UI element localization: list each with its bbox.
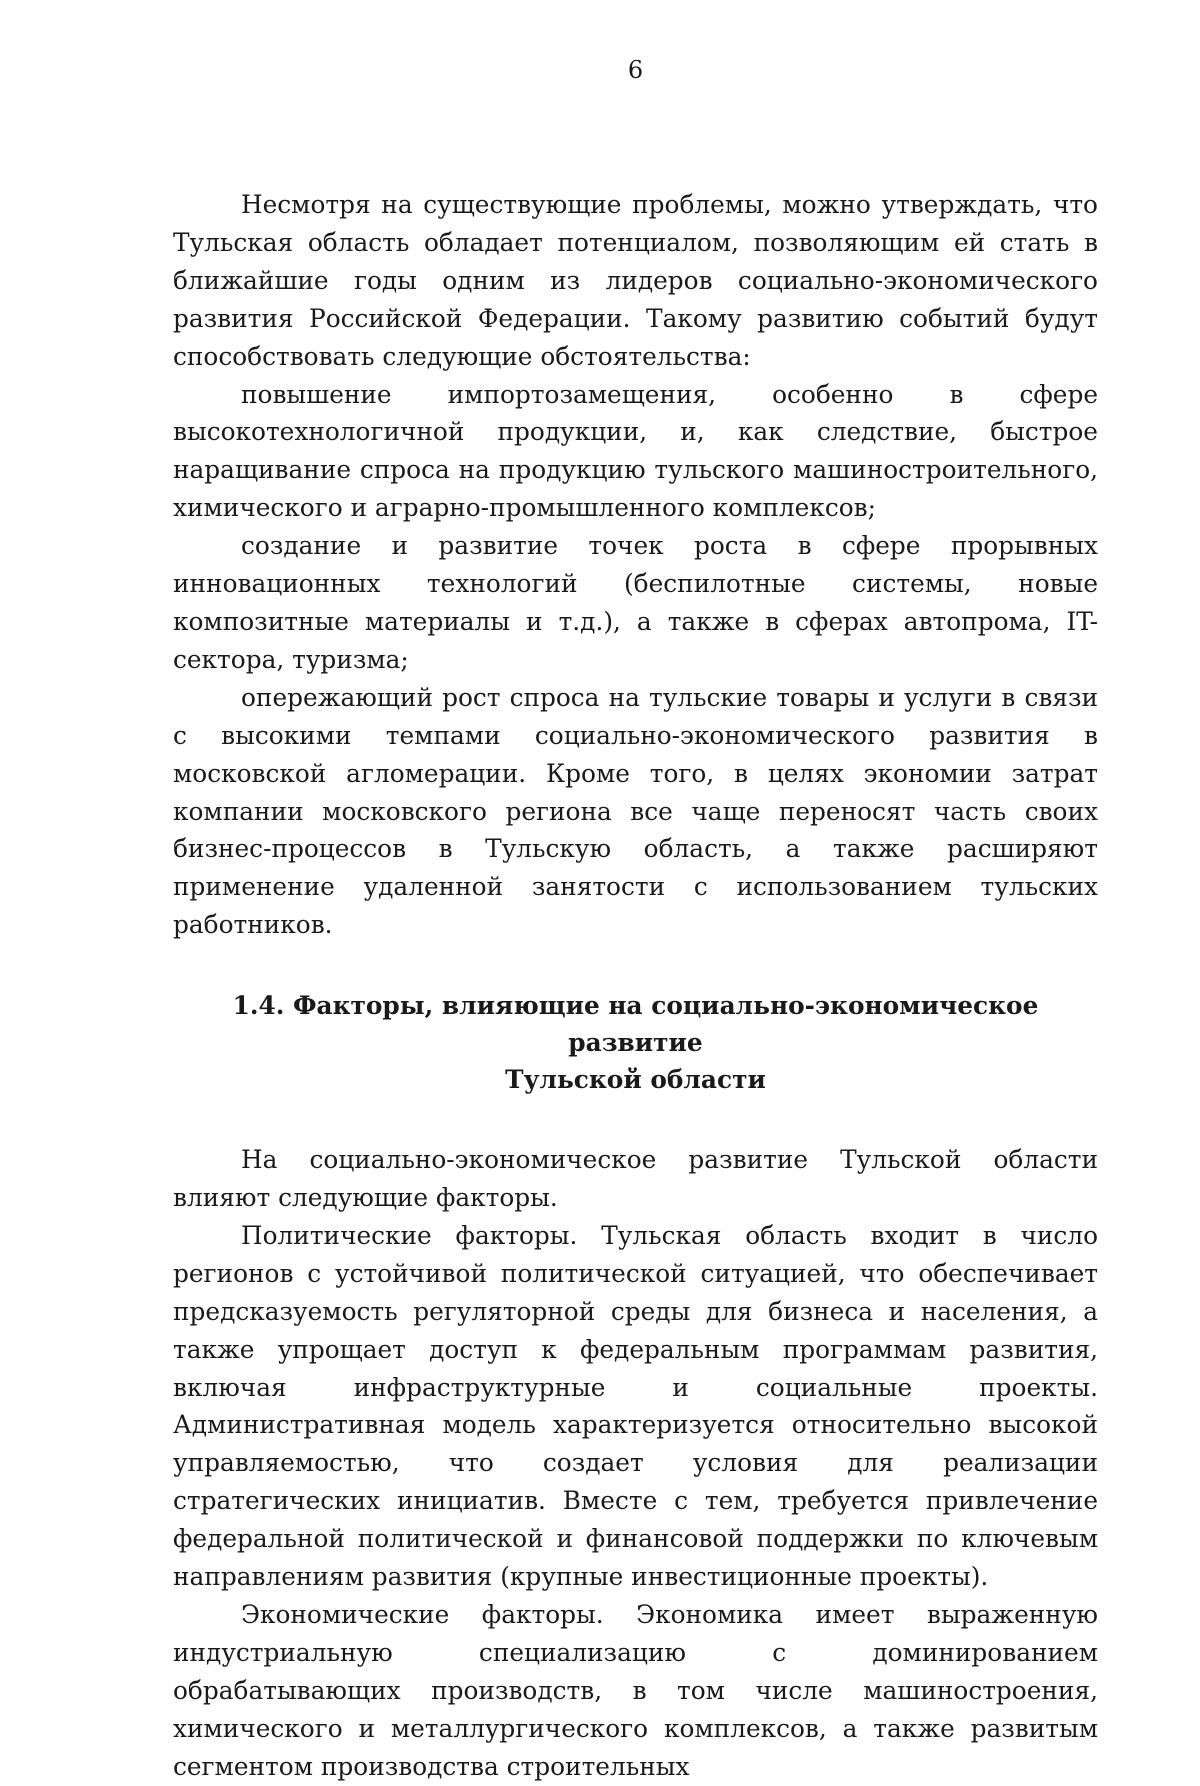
paragraph: Политические факторы. Тульская область входит в число регионов с устойчивой политической ситуацией, что обеспечивает предсказуемость регуляторной среды для бизнеса и населения, а также упрощает доступ к федеральным программам развития, включая инфраструктурные и социальные проекты. Административная модель характеризуется относительно высокой управляемостью, что создает условия для реализации стратегических инициатив. Вместе с тем, требуется привлечение федеральной политической и финансовой поддержки по ключевым направлениям развития (крупные инвестиционные проекты). (173, 1220, 1098, 1592)
list-item-paragraph: повышение импортозамещения, особенно в сфере высокотехнологичной продукции, и, как следствие, быстрое наращивание спроса на продукцию тульского машиностроительного, химического и аграрно-промышленного комплексов; (173, 379, 1098, 523)
section-intro (173, 186, 1098, 944)
paragraph: На социально-экономическое развитие Тульской области влияют следующие факторы. (173, 1145, 1098, 1213)
paragraph: Несмотря на существующие проблемы, можно утверждать, что Тульская область обладает потенциалом, позволяющим ей стать в ближайшие годы одним из лидеров социально-экономического развития Российской Федерации. Такому развитию событий будут способствовать следующие обстоятельства: (173, 190, 1098, 371)
page-number: 6 (627, 56, 644, 84)
paragraph: Экономические факторы. Экономика имеет выраженную индустриальную специализацию с доминированием обрабатывающих производств, в том числе машиностроения, химического и металлургического комплексов, а также развитым сегментом производства строительных (173, 1600, 1098, 1781)
section-heading-line: 1.4. Факторы, влияющие на социально-экономическое развитие (232, 991, 1039, 1058)
list-item-paragraph: создание и развитие точек роста в сфере прорывных инновационных технологий (беспилотные системы, новые композитные материалы и т.д.), а также в сферах автопрома, IT-сектора, туризма; (173, 531, 1098, 674)
list-item-paragraph: опережающий рост спроса на тульские товары и услуги в связи с высокими темпами социально-экономического развития в московской агломерации. Кроме того, в целях экономии затрат компании московского региона все чаще переносят часть своих бизнес-процессов в Тульскую область, а также расширяют применение удаленной занятости с использованием тульских работников. (173, 682, 1098, 940)
section-heading-line: Тульской области (505, 1065, 766, 1095)
section-factors (173, 1141, 1098, 1785)
section-heading (173, 987, 1098, 1098)
